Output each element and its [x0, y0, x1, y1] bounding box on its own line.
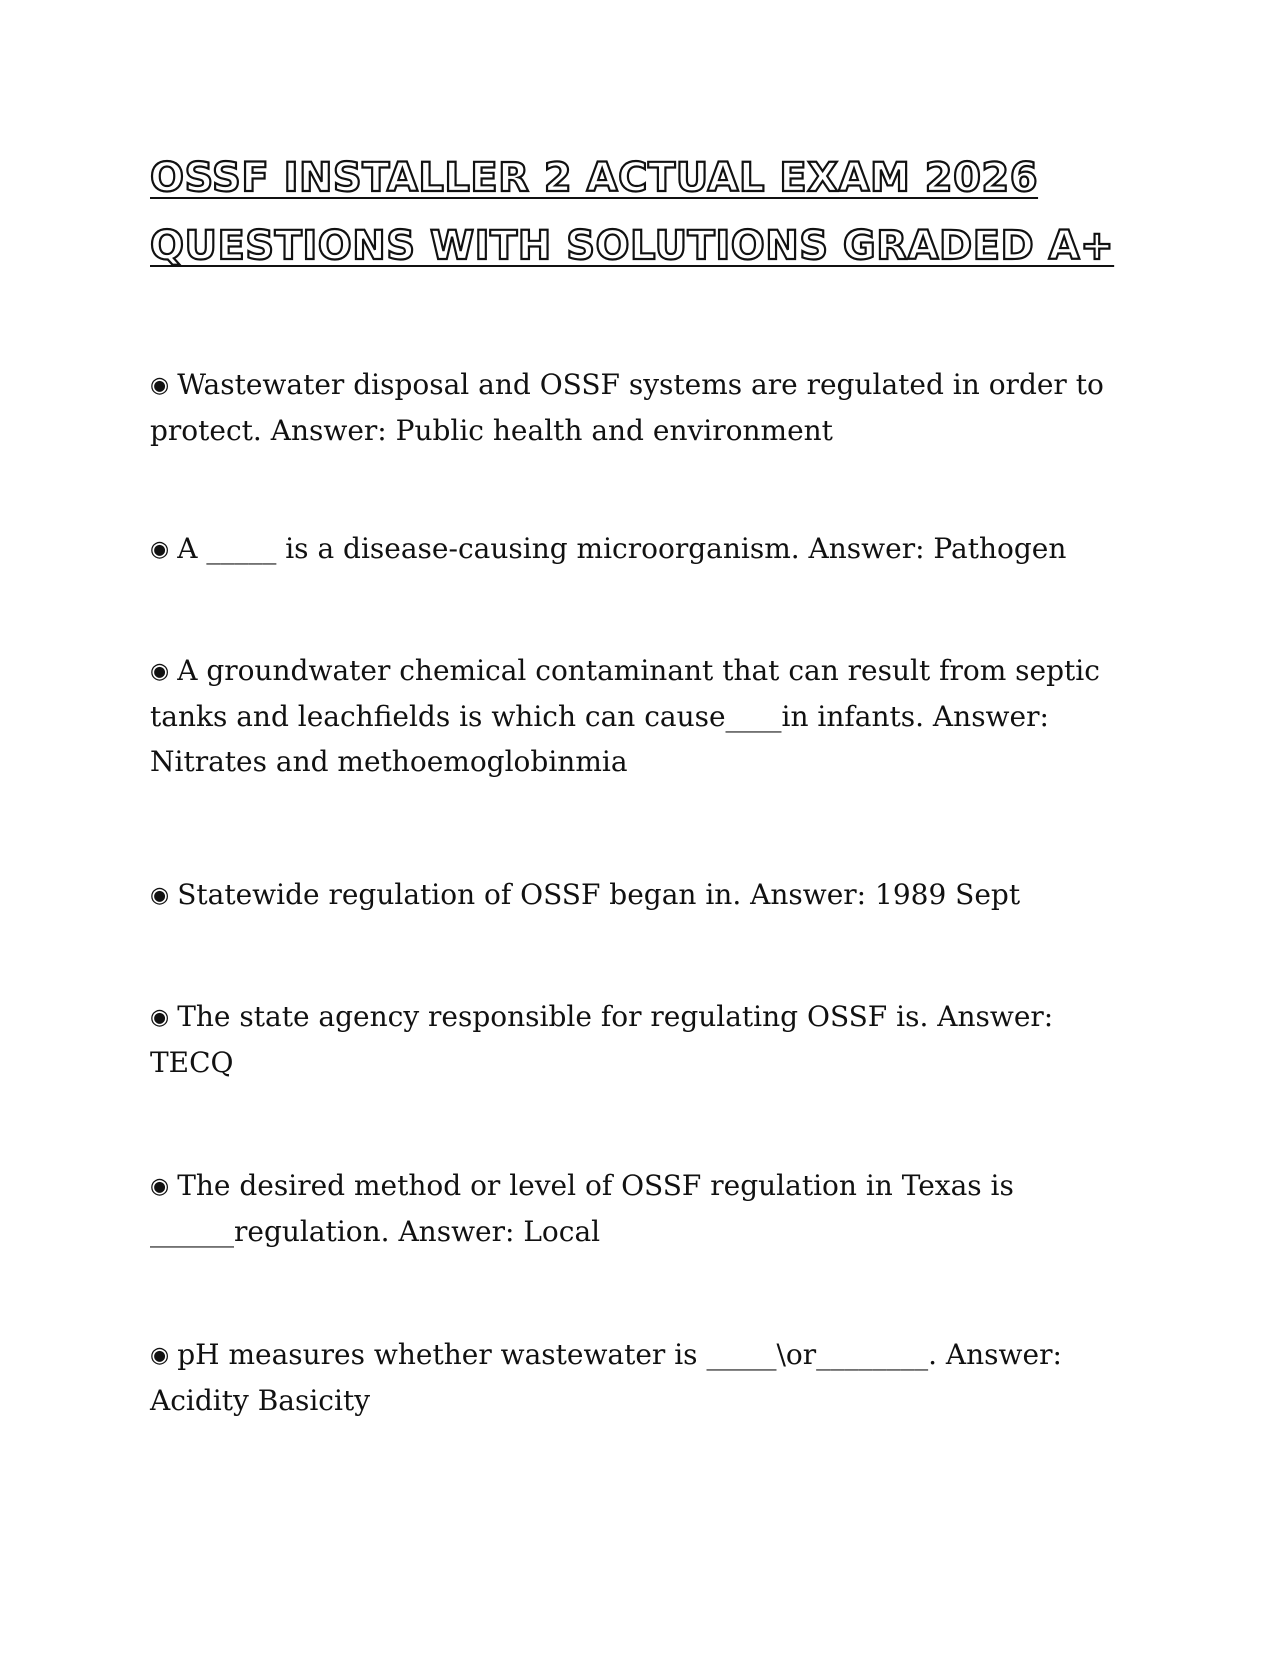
question-text: The desired method or level of OSSF regulation in Texas is ______regulation. Answer: Local: [150, 1169, 1014, 1248]
title-line-1: OSSF INSTALLER 2 ACTUAL EXAM 2026: [150, 155, 1039, 201]
title-line-2: QUESTIONS WITH SOLUTIONS GRADED A+: [150, 223, 1115, 269]
question-item: [150, 1332, 1120, 1423]
question-text: pH measures whether wastewater is _____\or________. Answer: Acidity Basicity: [150, 1338, 1062, 1417]
question-item: [150, 648, 1120, 784]
question-text: Statewide regulation of OSSF began in. Answer: 1989 Sept: [177, 878, 1021, 911]
question-item: [150, 362, 1120, 453]
question-item: [150, 872, 1120, 918]
question-text: Wastewater disposal and OSSF systems are regulated in order to protect. Answer: Public health and environment: [150, 368, 1104, 447]
question-text: A groundwater chemical contaminant that can result from septic tanks and leachfields is which can cause____in infants. Answer: Nitrates and methoemoglobinmia: [150, 654, 1100, 778]
question-text: A _____ is a disease-causing microorganism. Answer: Pathogen: [177, 532, 1067, 565]
radio-bullet-icon: ◉: [150, 537, 170, 562]
question-text: The state agency responsible for regulating OSSF is. Answer: TECQ: [150, 1000, 1054, 1079]
question-item: [150, 994, 1120, 1085]
question-item: [150, 1163, 1120, 1254]
question-item: [150, 526, 1120, 572]
radio-bullet-icon: ◉: [150, 1005, 170, 1030]
radio-bullet-icon: ◉: [150, 1343, 170, 1368]
radio-bullet-icon: ◉: [150, 373, 170, 398]
radio-bullet-icon: ◉: [150, 883, 170, 908]
radio-bullet-icon: ◉: [150, 1174, 170, 1199]
radio-bullet-icon: ◉: [150, 659, 170, 684]
